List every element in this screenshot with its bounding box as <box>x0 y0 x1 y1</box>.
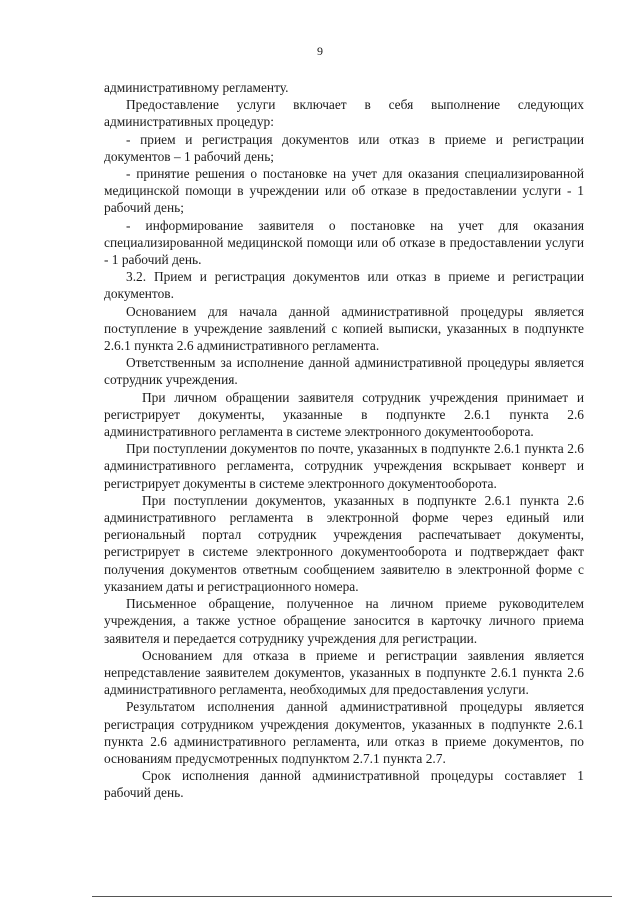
list-item: - информирование заявителя о постановке на учет для оказания специализированной медицинской помощи или об отказе в предоставлении услуги - 1 рабочий день. <box>104 217 584 268</box>
paragraph: Предоставление услуги включает в себя выполнение следующих административных процедур: <box>104 97 584 130</box>
paragraph: При поступлении документов, указанных в подпункте 2.6.1 пункта 2.6 административного регламента в электронной форме через единый или региональный портал сотрудник учреждения распечатывает документы, регистрирует в системе электронного документооборота и подтверждает факт получения документов ответным сообщением заявителю в электронной форме с указанием даты и регистрационного номера. <box>104 492 584 594</box>
paragraph: административному регламенту. <box>104 80 289 95</box>
paragraph: При личном обращении заявителя сотрудник учреждения принимает и регистрирует документы, указанные в подпункте 2.6.1 пункта 2.6 административного регламента в системе электронного документооборота. <box>104 389 584 440</box>
section-heading: 3.2. Прием и регистрация документов или отказ в приеме и регистрации документов. <box>104 269 584 302</box>
list-item: - прием и регистрация документов или отказ в приеме и регистрации документов – 1 рабочий день; <box>104 131 584 164</box>
footer-rule <box>92 896 612 897</box>
document-body <box>104 79 584 802</box>
paragraph: Ответственным за исполнение данной административной процедуры является сотрудник учреждения. <box>104 355 584 388</box>
paragraph: Основанием для начала данной административной процедуры является поступление в учреждение заявлений с копией выписки, указанных в подпункте 2.6.1 пункта 2.6 административного регламента. <box>104 303 584 354</box>
paragraph: Срок исполнения данной административной процедуры составляет 1 рабочий день. <box>104 768 584 801</box>
list-item: - принятие решения о постановке на учет для оказания специализированной медицинской помощи в учреждении или об отказе в предоставлении услуги - 1 рабочий день; <box>104 166 584 216</box>
page-number: 9 <box>317 44 323 58</box>
paragraph: Основанием для отказа в приеме и регистрации заявления является непредставление заявителем документов, указанных в подпункте 2.6.1 пункта 2.6 административного регламента, необходимых для предоставления услуги. <box>104 647 584 698</box>
paragraph: Письменное обращение, полученное на личном приеме руководителем учреждения, а также устное обращение заносится в карточку личного приема заявителя и передается сотруднику учреждения для регистрации. <box>104 596 584 646</box>
paragraph: При поступлении документов по почте, указанных в подпункте 2.6.1 пункта 2.6 административного регламента, сотрудник учреждения вскрывает конверт и регистрирует документы в системе электронного документооборота. <box>104 441 584 491</box>
paragraph: Результатом исполнения данной административной процедуры является регистрация сотрудником учреждения документов, указанных в подпункте 2.6.1 пункта 2.6 административного регламента, или отказ в приеме документов, по основаниям предусмотренных подпунктом 2.7.1 пункта 2.7. <box>104 699 584 766</box>
